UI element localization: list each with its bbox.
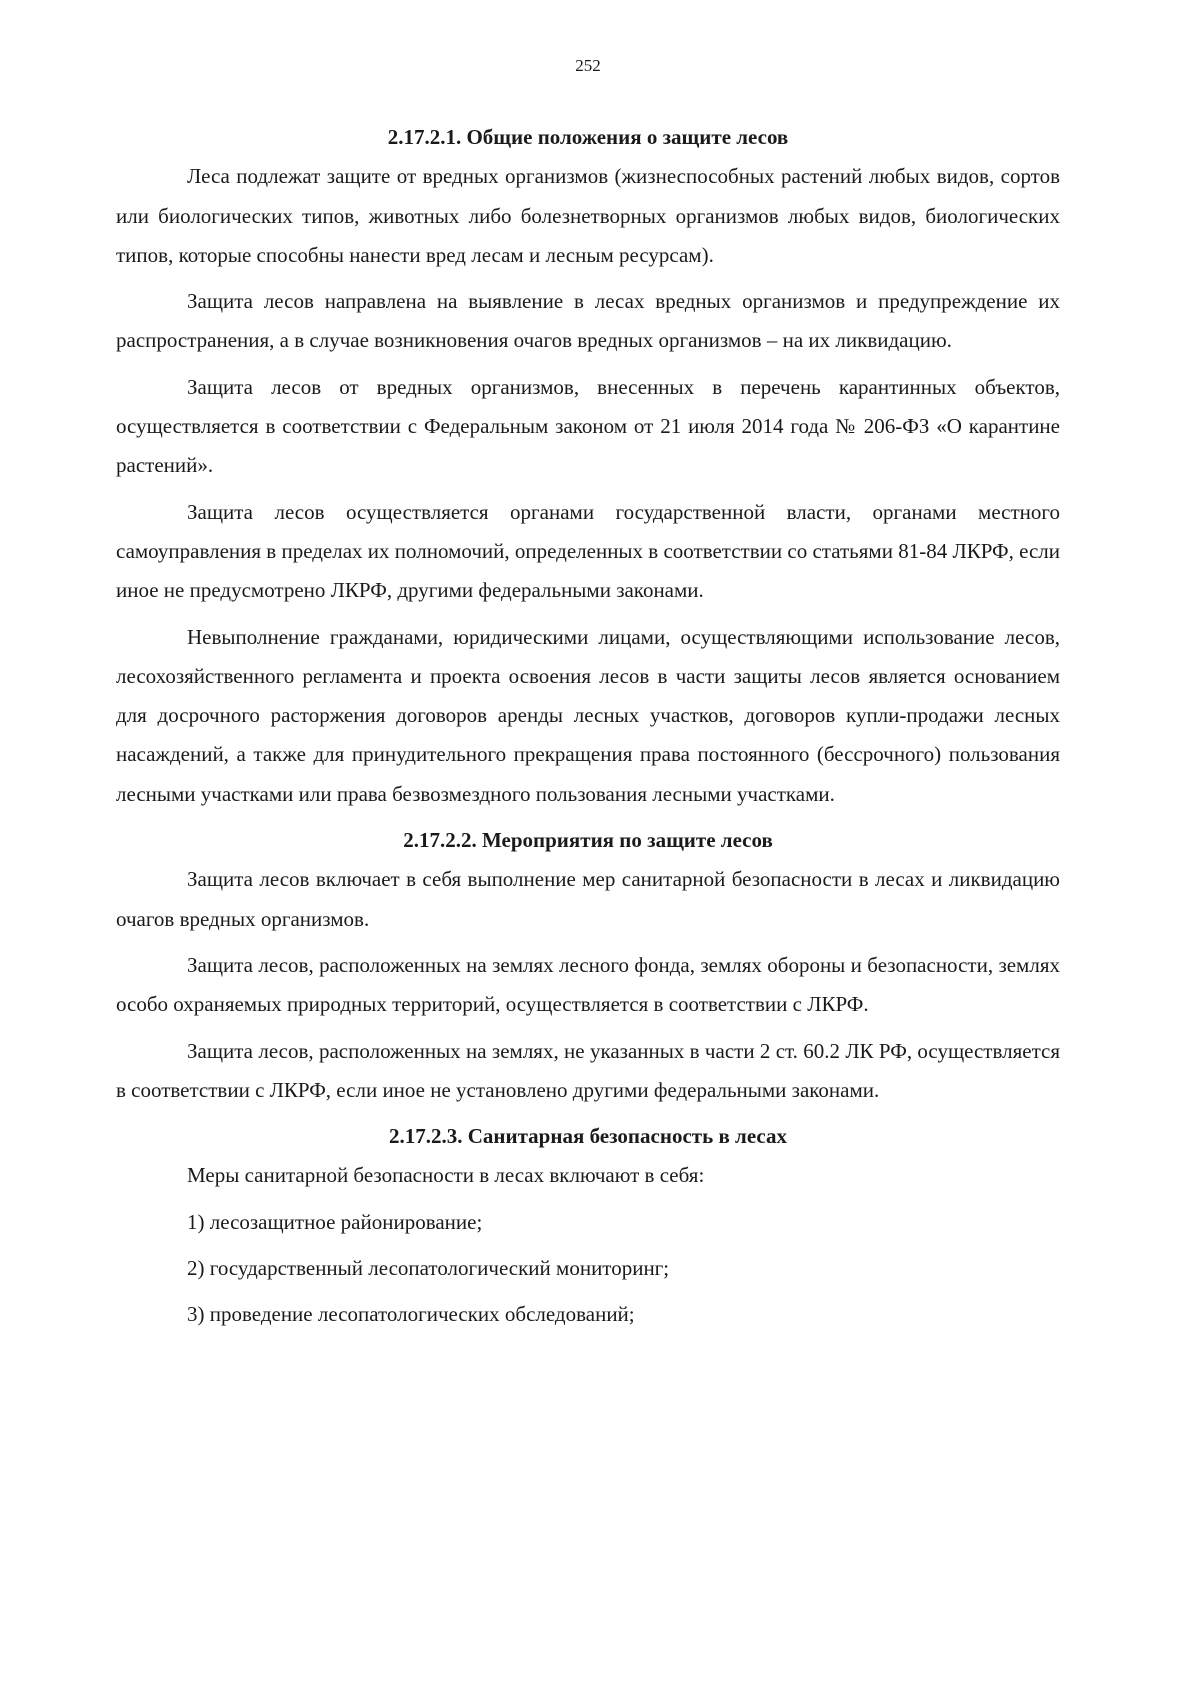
list-item: 1) лесозащитное районирование; xyxy=(187,1209,483,1234)
paragraph: Защита лесов, расположенных на землях лесного фонда, землях обороны и безопасности, землях особо охраняемых природных территорий, осуществляется в соответствии с ЛКРФ. xyxy=(116,952,1060,1017)
section-heading: 2.17.2.3. Санитарная безопасность в лесах xyxy=(389,1124,787,1149)
paragraph: Защита лесов включает в себя выполнение мер санитарной безопасности в лесах и ликвидацию очагов вредных организмов. xyxy=(116,867,1060,931)
paragraph: Защита лесов осуществляется органами государственной власти, органами местного самоуправления в пределах их полномочий, определенных в соответствии со статьями 81-84 ЛКРФ, если иное не предусмотрено ЛКРФ, другими федеральными законами. xyxy=(116,499,1060,603)
page-number: 252 xyxy=(575,56,601,75)
paragraph: Невыполнение гражданами, юридическими лицами, осуществляющими использование лесов, лесохозяйственного регламента и проекта освоения лесов в части защиты лесов является основанием для досрочного расторжения договоров аренды лесных участков, договоров купли-продажи лесных насаждений, а также для принудительного прекращения права постоянного (бессрочного) пользования лесными участками или права безвозмездного пользования лесными участками. xyxy=(116,624,1060,806)
section-heading: 2.17.2.2. Мероприятия по защите лесов xyxy=(403,828,773,853)
paragraph: Защита лесов, расположенных на землях, не указанных в части 2 ст. 60.2 ЛК РФ, осуществляется в соответствии с ЛКРФ, если иное не установлено другими федеральными законами. xyxy=(116,1038,1060,1102)
list-item: 2) государственный лесопатологический мониторинг; xyxy=(187,1256,670,1281)
section-general-provisions xyxy=(116,118,1060,814)
section-sanitary-safety xyxy=(116,1117,1060,1334)
paragraph: Леса подлежат защите от вредных организмов (жизнеспособных растений любых видов, сортов или биологических типов, животных либо болезнетворных организмов любых видов, биологических типов, которые способны нанести вред лесам и лесным ресурсам). xyxy=(116,164,1060,267)
list-item: 3) проведение лесопатологических обследований; xyxy=(187,1302,635,1327)
section-heading: 2.17.2.1. Общие положения о защите лесов xyxy=(387,125,789,149)
paragraph: Защита лесов направлена на выявление в лесах вредных организмов и предупреждение их распространения, а в случае возникновения очагов вредных организмов – на их ликвидацию. xyxy=(116,289,1060,353)
section-protection-measures xyxy=(116,821,1060,1110)
paragraph: Меры санитарной безопасности в лесах включают в себя: xyxy=(187,1163,705,1188)
paragraph: Защита лесов от вредных организмов, внесенных в перечень карантинных объектов, осуществляется в соответствии с Федеральным законом от 21 июля 2014 года № 206-ФЗ «О карантине растений». xyxy=(116,374,1060,478)
document-content xyxy=(116,118,1060,1342)
